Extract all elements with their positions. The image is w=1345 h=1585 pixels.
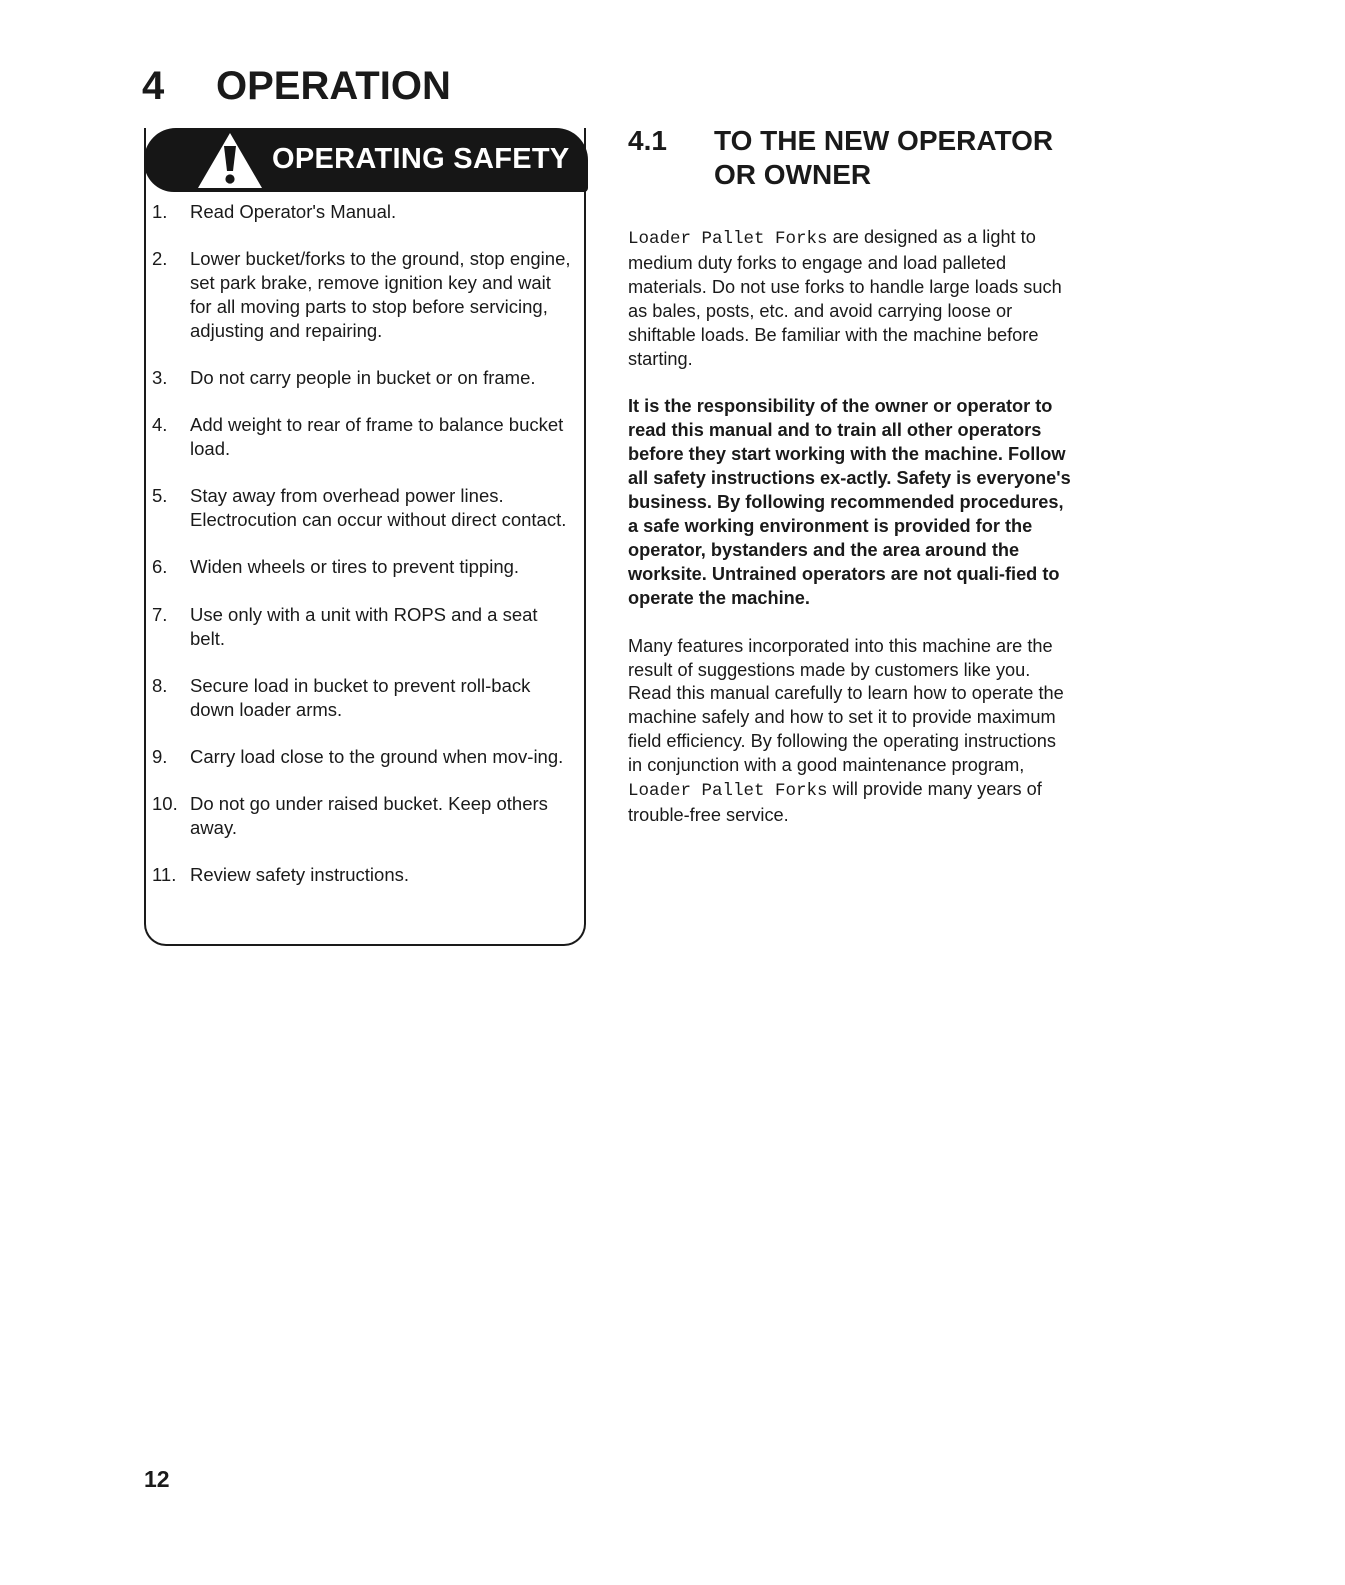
safety-item — [146, 603, 586, 651]
section-number: 4.1 — [628, 125, 667, 156]
safety-item-number: 1. — [152, 201, 168, 222]
safety-banner — [144, 128, 588, 192]
safety-item-number: 11. — [152, 864, 177, 886]
features-text-end: will provide many years of trouble-free service. — [628, 779, 1042, 825]
features-text: Many features incorporated into this machine are the result of suggestions made by customers like you. Read this manual carefully to learn how to operate the machine safely and how to set it to provide maximum field efficiency. By following the operating instructions in conjunction with a good maintenance program, — [628, 635, 1064, 776]
safety-item-text: Secure load in bucket to prevent roll-back down loader arms. — [190, 674, 531, 720]
safety-item — [146, 863, 586, 887]
safety-item — [146, 484, 586, 532]
safety-item-number: 10. — [152, 793, 178, 815]
safety-item — [146, 674, 586, 722]
safety-item-text: Read Operator's Manual. — [190, 201, 397, 222]
safety-item — [146, 366, 586, 390]
section-title-line1: TO THE NEW OPERATOR — [714, 125, 1054, 156]
safety-item-text: Do not carry people in bucket or on frame. — [190, 366, 536, 388]
intro-paragraph — [628, 226, 1073, 371]
product-name: Loader Pallet Forks — [628, 229, 828, 249]
safety-item — [146, 247, 586, 342]
safety-item-number: 3. — [152, 366, 168, 388]
safety-item-number: 6. — [152, 556, 168, 578]
safety-item — [146, 555, 586, 579]
safety-item-text: Review safety instructions. — [190, 864, 410, 886]
intro-text: are designed as a light to medium duty forks to engage and load palleted materials. Do not use forks to handle large loads such as bales, posts, etc. and avoid carrying loose or shiftable loads. Be familiar with the machine before starting. — [628, 227, 1062, 369]
warning-triangle-icon — [196, 130, 264, 190]
chapter-heading — [142, 64, 451, 109]
safety-item-text: Add weight to rear of frame to balance bucket load. — [190, 414, 564, 460]
safety-item — [146, 413, 586, 461]
page-number: 12 — [144, 1466, 170, 1492]
operating-safety-box — [144, 128, 586, 946]
safety-item-number: 7. — [152, 603, 168, 625]
features-paragraph — [628, 635, 1073, 828]
product-name: Loader Pallet Forks — [628, 781, 828, 802]
section-body — [628, 226, 1073, 852]
safety-item-number: 2. — [152, 248, 168, 270]
safety-list — [146, 200, 586, 911]
section-title-line2: OR OWNER — [714, 159, 872, 190]
safety-item-text: Carry load close to the ground when mov-ing. — [190, 745, 564, 767]
chapter-title: OPERATION — [216, 64, 451, 108]
safety-item-text: Lower bucket/forks to the ground, stop engine, set park brake, remove ignition key and wait for all moving parts to stop before servicing, adjusting and repairing. — [190, 248, 571, 341]
safety-item — [146, 792, 586, 840]
safety-banner-title: OPERATING SAFETY — [272, 143, 570, 175]
safety-item-text: Stay away from overhead power lines. Electrocution can occur without direct contact. — [190, 485, 567, 531]
responsibility-paragraph: It is the responsibility of the owner or operator to read this manual and to train all other operators before they start working with the machine. Follow all safety instructions ex-actly. Safety is everyone's business. By following recommended procedures, a safe working environment is provided for the operator, bystanders and the area around the worksite. Untrained operators are not quali-fied to operate the machine. — [628, 396, 1071, 608]
safety-item-text: Use only with a unit with ROPS and a seat belt. — [190, 603, 538, 649]
safety-item-number: 8. — [152, 674, 168, 696]
safety-item-number: 9. — [152, 745, 168, 767]
safety-item — [146, 200, 586, 224]
safety-item-number: 5. — [152, 485, 168, 507]
chapter-number: 4 — [142, 64, 165, 108]
safety-item-number: 4. — [152, 414, 168, 436]
safety-item-text: Widen wheels or tires to prevent tipping. — [190, 556, 520, 578]
safety-item — [146, 745, 586, 769]
safety-item-text: Do not go under raised bucket. Keep others away. — [190, 793, 548, 839]
